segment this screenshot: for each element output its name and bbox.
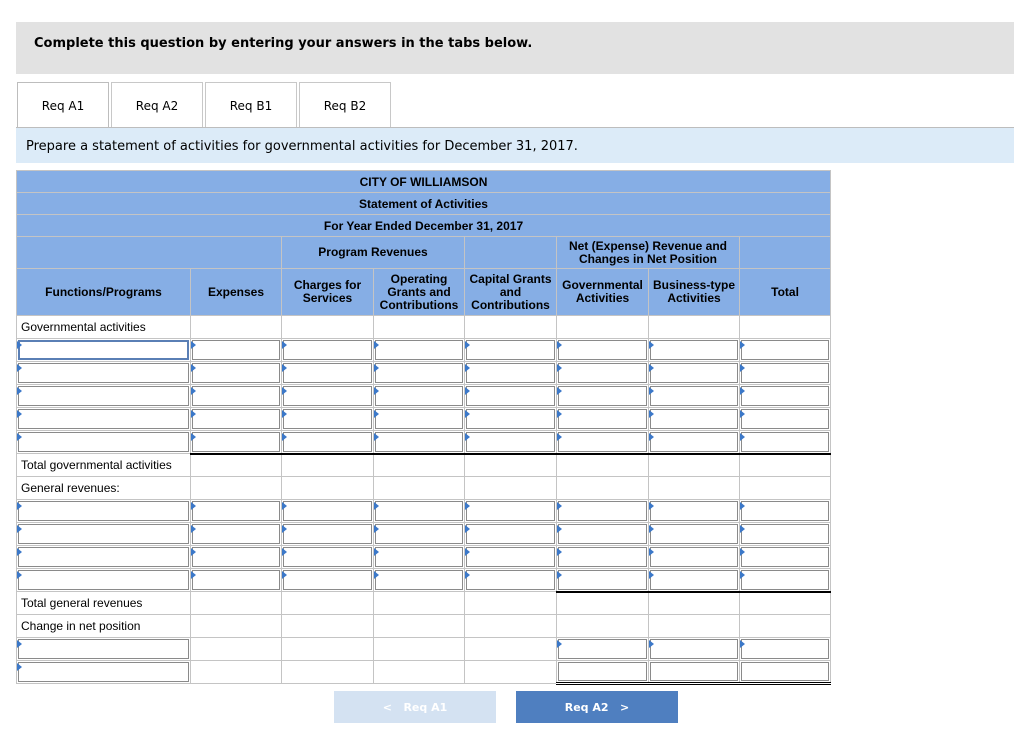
operating-input-3[interactable] [374, 385, 465, 408]
general-revenue-input-1[interactable] [17, 500, 191, 523]
operating-input-1[interactable] [374, 339, 465, 362]
np-business-input-1[interactable] [649, 638, 740, 661]
prompt-text: Prepare a statement of activities for governmental activities for December 31, 2017. [26, 139, 578, 154]
gr-governmental-input-1[interactable] [557, 500, 649, 523]
gov-function-input-5[interactable] [17, 431, 191, 454]
gr-charges-input-2[interactable] [282, 523, 374, 546]
gr-charges-input-3[interactable] [282, 546, 374, 569]
gr-business-input-2[interactable] [649, 523, 740, 546]
total-general-total [740, 592, 831, 615]
total-input-5[interactable] [740, 431, 831, 454]
net-position-header: Net (Expense) Revenue and Changes in Net Position [557, 237, 740, 269]
business-input-5[interactable] [649, 431, 740, 454]
gr-operating-input-4[interactable] [374, 569, 465, 592]
gr-governmental-input-4[interactable] [557, 569, 649, 592]
gr-charges-input-1[interactable] [282, 500, 374, 523]
total-header: Total [740, 269, 831, 316]
net-position-label-input-1[interactable] [17, 638, 191, 661]
np-total-input-2[interactable] [740, 661, 831, 684]
program-revenues-header: Program Revenues [282, 237, 465, 269]
capital-input-2[interactable] [465, 362, 557, 385]
chevron-right-icon: > [620, 701, 630, 714]
previous-tab-button[interactable] [334, 691, 496, 723]
business-input-4[interactable] [649, 408, 740, 431]
gr-capital-input-3[interactable] [465, 546, 557, 569]
operating-grants-header: Operating Grants and Contributions [374, 269, 465, 316]
total-gov-total [740, 454, 831, 477]
gr-governmental-input-2[interactable] [557, 523, 649, 546]
statement-period: For Year Ended December 31, 2017 [17, 215, 831, 237]
functions-header: Functions/Programs [17, 269, 191, 316]
expenses-input-4[interactable] [191, 408, 282, 431]
statement-title: Statement of Activities [17, 193, 831, 215]
gr-expenses-input-1[interactable] [191, 500, 282, 523]
tab-req-b2[interactable]: Req B2 [299, 82, 391, 127]
gov-function-input-4[interactable] [17, 408, 191, 431]
change-business [649, 615, 740, 638]
net-position-label-input-2[interactable] [17, 661, 191, 684]
total-general-business [649, 592, 740, 615]
charges-input-5[interactable] [282, 431, 374, 454]
gov-activities-label: Governmental activities [17, 316, 191, 339]
business-type-header: Business-type Activities [649, 269, 740, 316]
charges-header: Charges for Services [282, 269, 374, 316]
chevron-left-icon: < [382, 701, 392, 714]
statement-of-activities-table [16, 170, 831, 685]
previous-tab-label: Req A1 [403, 701, 448, 714]
capital-input-4[interactable] [465, 408, 557, 431]
expenses-header: Expenses [191, 269, 282, 316]
np-governmental-input-1[interactable] [557, 638, 649, 661]
expenses-input-3[interactable] [191, 385, 282, 408]
expenses-input-5[interactable] [191, 431, 282, 454]
total-gov-governmental [557, 454, 649, 477]
gov-function-input-1[interactable] [17, 339, 191, 362]
gr-governmental-input-3[interactable] [557, 546, 649, 569]
governmental-input-4[interactable] [557, 408, 649, 431]
general-revenue-input-4[interactable] [17, 569, 191, 592]
change-total [740, 615, 831, 638]
governmental-input-3[interactable] [557, 385, 649, 408]
general-revenues-label: General revenues: [17, 477, 191, 500]
governmental-input-1[interactable] [557, 339, 649, 362]
business-input-2[interactable] [649, 362, 740, 385]
gr-total-input-1[interactable] [740, 500, 831, 523]
expenses-input-1[interactable] [191, 339, 282, 362]
gr-expenses-input-2[interactable] [191, 523, 282, 546]
np-total-input-1[interactable] [740, 638, 831, 661]
gr-expenses-input-4[interactable] [191, 569, 282, 592]
gr-operating-input-2[interactable] [374, 523, 465, 546]
general-revenue-input-2[interactable] [17, 523, 191, 546]
tab-req-a2[interactable]: Req A2 [111, 82, 203, 127]
gr-business-input-1[interactable] [649, 500, 740, 523]
charges-input-2[interactable] [282, 362, 374, 385]
gr-total-input-2[interactable] [740, 523, 831, 546]
gr-business-input-3[interactable] [649, 546, 740, 569]
general-revenue-input-3[interactable] [17, 546, 191, 569]
expenses-input-2[interactable] [191, 362, 282, 385]
total-input-3[interactable] [740, 385, 831, 408]
operating-input-5[interactable] [374, 431, 465, 454]
instructions-text: Complete this question by entering your answers in the tabs below. [34, 36, 533, 51]
gr-capital-input-2[interactable] [465, 523, 557, 546]
total-input-2[interactable] [740, 362, 831, 385]
governmental-header: Governmental Activities [557, 269, 649, 316]
gr-total-input-3[interactable] [740, 546, 831, 569]
total-gov-expenses [191, 454, 282, 477]
charges-input-4[interactable] [282, 408, 374, 431]
operating-input-2[interactable] [374, 362, 465, 385]
total-input-4[interactable] [740, 408, 831, 431]
total-input-1[interactable] [740, 339, 831, 362]
gr-capital-input-1[interactable] [465, 500, 557, 523]
gr-business-input-4[interactable] [649, 569, 740, 592]
gr-capital-input-4[interactable] [465, 569, 557, 592]
change-governmental [557, 615, 649, 638]
gr-charges-input-4[interactable] [282, 569, 374, 592]
business-input-1[interactable] [649, 339, 740, 362]
operating-input-4[interactable] [374, 408, 465, 431]
governmental-input-5[interactable] [557, 431, 649, 454]
change-net-position-label: Change in net position [17, 615, 191, 638]
gr-operating-input-3[interactable] [374, 546, 465, 569]
np-business-input-2[interactable] [649, 661, 740, 684]
total-gov-activities-label: Total governmental activities [17, 454, 191, 477]
gov-function-input-3[interactable] [17, 385, 191, 408]
total-general-governmental [557, 592, 649, 615]
instructions-banner [16, 22, 1014, 74]
governmental-input-2[interactable] [557, 362, 649, 385]
city-name: CITY OF WILLIAMSON [17, 171, 831, 193]
charges-input-3[interactable] [282, 385, 374, 408]
gr-operating-input-1[interactable] [374, 500, 465, 523]
np-governmental-input-2[interactable] [557, 661, 649, 684]
gr-total-input-4[interactable] [740, 569, 831, 592]
capital-grants-header: Capital Grants and Contributions [465, 269, 557, 316]
tab-req-b1[interactable]: Req B1 [205, 82, 297, 127]
capital-input-5[interactable] [465, 431, 557, 454]
capital-input-1[interactable] [465, 339, 557, 362]
gov-function-input-2[interactable] [17, 362, 191, 385]
business-input-3[interactable] [649, 385, 740, 408]
tab-req-a1[interactable]: Req A1 [17, 82, 109, 129]
charges-input-1[interactable] [282, 339, 374, 362]
total-general-revenues-label: Total general revenues [17, 592, 191, 615]
next-tab-button[interactable] [516, 691, 678, 723]
gr-expenses-input-3[interactable] [191, 546, 282, 569]
capital-input-3[interactable] [465, 385, 557, 408]
next-tab-label: Req A2 [564, 701, 609, 714]
question-prompt [16, 128, 1014, 163]
